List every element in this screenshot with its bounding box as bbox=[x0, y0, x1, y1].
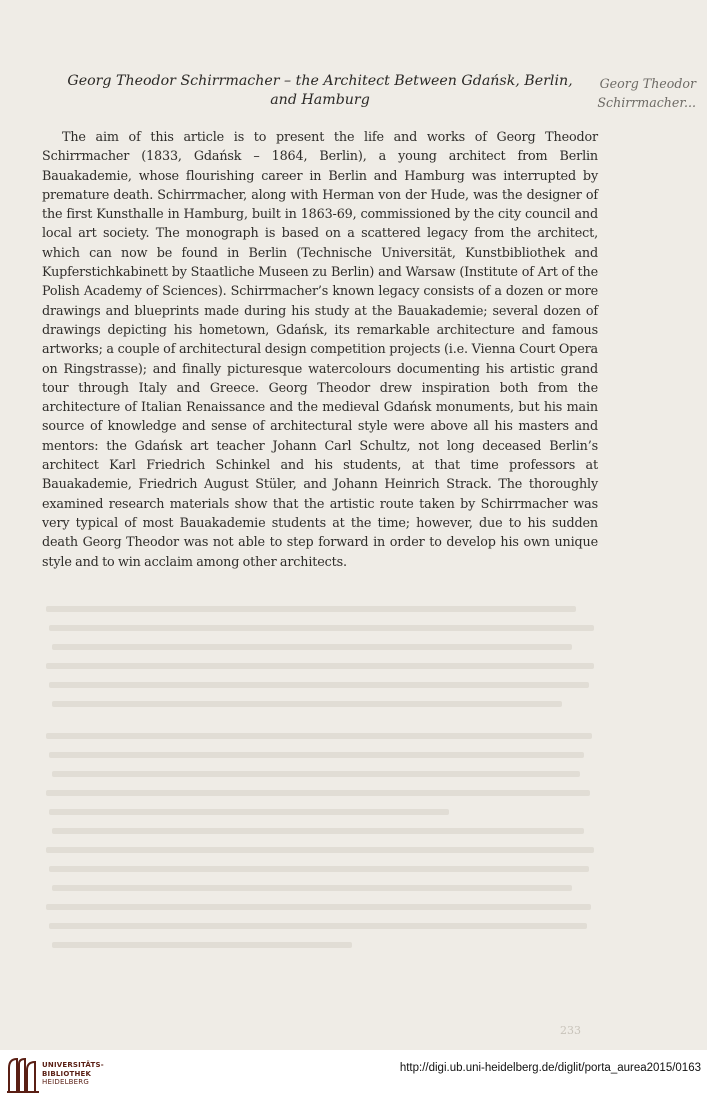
library-logo-icon[interactable] bbox=[6, 1056, 40, 1094]
article-title-line-1: Georg Theodor Schirrmacher – the Architect Between Gdańsk, Berlin, bbox=[67, 73, 573, 89]
show-through-line bbox=[46, 904, 591, 910]
library-name-line-3: HEIDELBERG bbox=[42, 1078, 89, 1086]
show-through-line bbox=[46, 790, 590, 796]
page-number: 233 bbox=[560, 1024, 581, 1037]
show-through-line bbox=[52, 942, 352, 948]
running-head-line-1: Georg Theodor bbox=[599, 76, 696, 91]
show-through-line bbox=[49, 625, 594, 631]
source-url-link[interactable]: http://digi.ub.uni-heidelberg.de/diglit/porta_aurea2015/0163 bbox=[399, 1062, 701, 1074]
show-through-line bbox=[52, 771, 580, 777]
library-name-line-2: BIBLIOTHEK bbox=[42, 1069, 92, 1078]
show-through-line bbox=[49, 752, 584, 758]
show-through-line bbox=[49, 923, 587, 929]
show-through-line bbox=[46, 663, 594, 669]
show-through-line bbox=[49, 809, 449, 815]
show-through-line bbox=[46, 733, 592, 739]
running-head bbox=[596, 74, 696, 112]
show-through-line bbox=[52, 885, 572, 891]
show-through-line bbox=[46, 847, 594, 853]
show-through-line bbox=[46, 606, 576, 612]
show-through-line bbox=[49, 866, 589, 872]
article-title-line-2: and Hamburg bbox=[270, 92, 370, 108]
library-name bbox=[42, 1061, 104, 1087]
running-head-line-2: Schirrmacher... bbox=[597, 95, 696, 110]
article-title bbox=[60, 72, 580, 110]
show-through-line bbox=[52, 828, 584, 834]
abstract-paragraph: The aim of this article is to present the life and works of Georg Theodor Schirrmacher (1833, Gdańsk – 1864, Berlin), a young architect from Berlin Bauakademie, whose flourishing career in Berlin and Hamburg was interrupted by premature death. Schirrmacher, along with Herman von der Hude, was the designer of the first Kunsthalle in Hamburg, built in 1863-69, commissioned by the city council and local art society. The monograph is based on a scattered legacy from the architect, which can now be found in Berlin (Technische Universität, Kunstbibliothek and Kupferstichkabinett by Staatliche Museen zu Berlin) and Warsaw (Institute of Art of the Polish Academy of Sciences). Schirrmacher’s known legacy consists of a dozen or more drawings and blueprints made during his study at the Bauakademie; several dozen of drawings depicting his hometown, Gdańsk, its remarkable architecture and famous artworks; a couple of architectural design competition projects (i.e. Vienna Court Opera on Ringstrasse); and finally picturesque watercolours documenting his artistic grand tour through Italy and Greece. Georg Theodor drew inspiration both from the architecture of Italian Renaissance and the medieval Gdańsk monuments, but his main source of knowledge and sense of architectural style were above all his masters and mentors: the Gdańsk art teacher Johann Carl Schultz, not long deceased Berlin’s architect Karl Friedrich Schinkel and his students, at that time professors at Bauakademie, Friedrich August Stüler, and Johann Heinrich Strack. The thoroughly examined research materials show that the artistic route taken by Schirrmacher was very typical of most Bauakademie students at the time; however, due to his sudden death Georg Theodor was not able to step forward in order to develop his own unique style and to win acclaim among other architects. bbox=[42, 130, 598, 570]
footer-bar bbox=[0, 1050, 707, 1101]
show-through-line bbox=[49, 682, 589, 688]
show-through-line bbox=[52, 644, 572, 650]
library-name-line-1: UNIVERSITÄTS- bbox=[42, 1061, 104, 1069]
show-through-line bbox=[52, 701, 562, 707]
